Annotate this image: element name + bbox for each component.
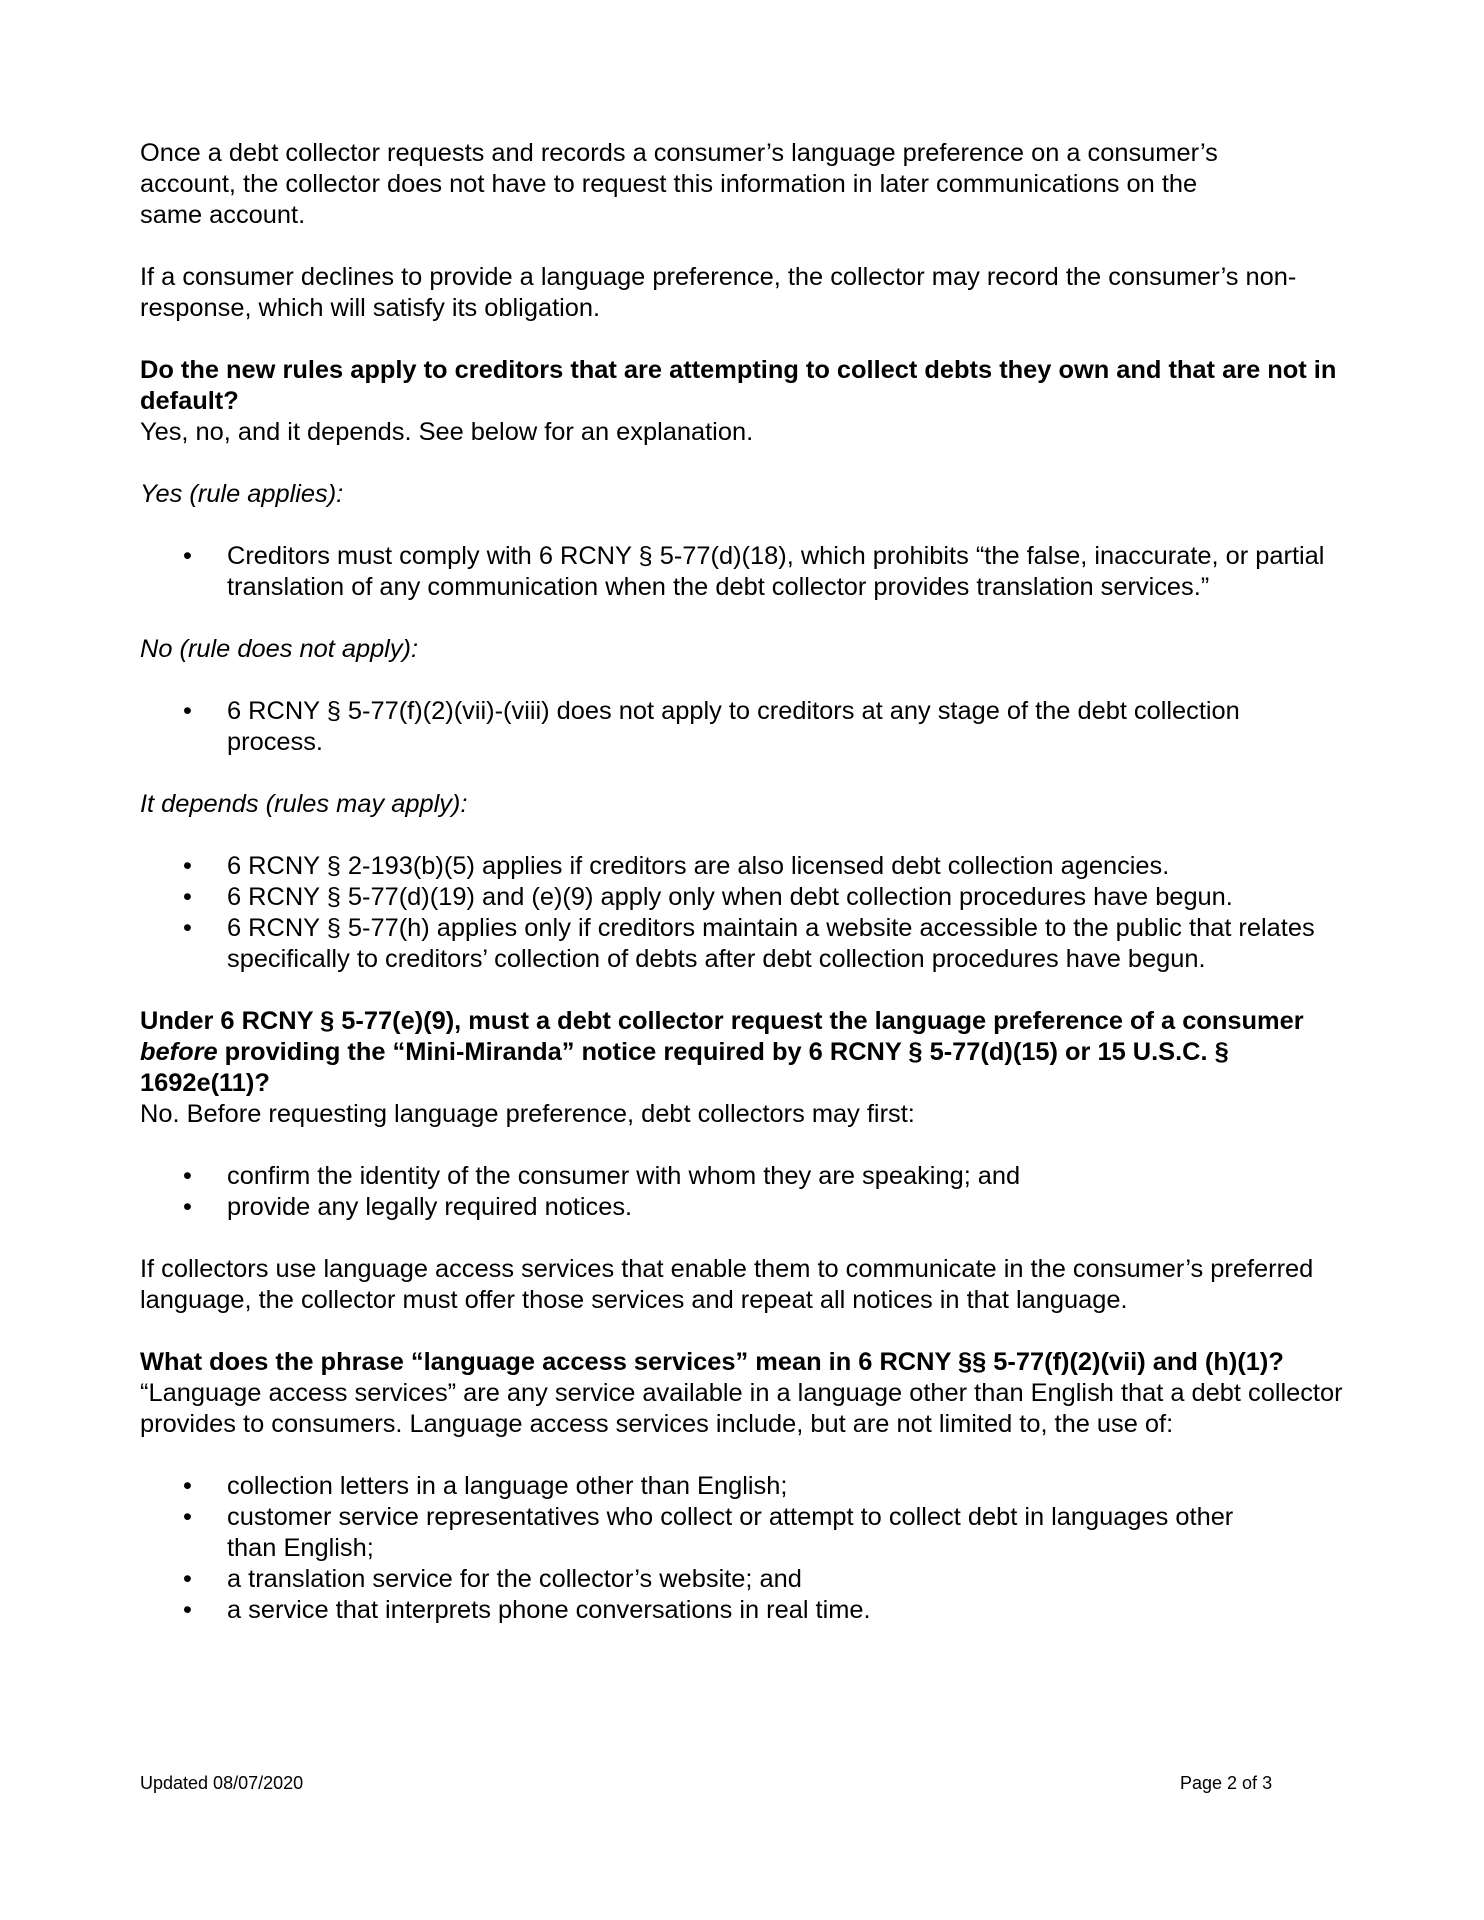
list-item: • 6 RCNY § 5-77(f)(2)(vii)-(viii) does not apply to creditors at any stage of the debt collection process.: [140, 696, 1260, 758]
question-emphasis: before: [140, 1038, 218, 1066]
faq-creditors: [140, 355, 1370, 975]
list-item: • Creditors must comply with 6 RCNY § 5-77(d)(18), which prohibits “the false, inaccurate, or partial translation of any communication when the debt collector provides translation services.”: [140, 541, 1340, 603]
list-language-access-services: [140, 1471, 1280, 1626]
list-item: • provide any legally required notices.: [140, 1192, 1370, 1223]
list-item: • confirm the identity of the consumer with whom they are speaking; and: [140, 1161, 1370, 1192]
list-yes: [140, 541, 1340, 603]
faq-language-access-services: [140, 1347, 1370, 1626]
label-yes-rule-applies: Yes (rule applies):: [140, 480, 344, 508]
answer-language-access-services: “Language access services” are any service available in a language other than English that a debt collector provides to consumers. Language access services include, but are not limited to, the use of:: [140, 1379, 1343, 1438]
footer-page-number: Page 2 of 3: [1180, 1773, 1273, 1793]
list-item: • customer service representatives who collect or attempt to collect debt in languages other than English;: [140, 1502, 1280, 1564]
list-item: • a service that interprets phone conversations in real time.: [140, 1595, 1280, 1626]
paragraph-consumer-declines: If a consumer declines to provide a language preference, the collector may record the consumer’s non-response, which will satisfy its obligation.: [140, 263, 1297, 322]
list-item: • collection letters in a language other than English;: [140, 1471, 1280, 1502]
label-no-rule-does-not-apply: No (rule does not apply):: [140, 635, 419, 663]
list-item: • 6 RCNY § 2-193(b)(5) applies if creditors are also licensed debt collection agencies.: [140, 851, 1375, 882]
list-depends: [140, 851, 1375, 975]
question-creditors: Do the new rules apply to creditors that are attempting to collect debts they own and that are not in default?: [140, 356, 1337, 415]
list-item: • a translation service for the collector’s website; and: [140, 1564, 1280, 1595]
question-mini-miranda: [140, 1006, 1320, 1099]
label-it-depends: It depends (rules may apply):: [140, 790, 468, 818]
list-before-requesting: [140, 1161, 1370, 1223]
paragraph-language-access-notices: If collectors use language access services that enable them to communicate in the consumer’s preferred language, the collector must offer those services and repeat all notices in that language.: [140, 1255, 1314, 1314]
answer-creditors: Yes, no, and it depends. See below for an explanation.: [140, 418, 754, 446]
document-body: [140, 138, 1370, 1657]
faq-mini-miranda: [140, 1006, 1370, 1316]
question-text-part1: Under 6 RCNY § 5-77(e)(9), must a debt collector request the language preference of a consumer: [140, 1007, 1304, 1035]
question-text-part2: providing the “Mini-Miranda” notice required by 6 RCNY § 5-77(d)(15) or 15 U.S.C. § 1692e(11)?: [140, 1038, 1229, 1097]
answer-mini-miranda: No. Before requesting language preference, debt collectors may first:: [140, 1100, 915, 1128]
question-language-access-services: What does the phrase “language access services” mean in 6 RCNY §§ 5-77(f)(2)(vii) and (h)(1)?: [140, 1348, 1284, 1376]
list-no: [140, 696, 1260, 758]
footer-updated-date: Updated 08/07/2020: [140, 1773, 304, 1793]
list-item: • 6 RCNY § 5-77(h) applies only if creditors maintain a website accessible to the public that relates specifically to creditors’ collection of debts after debt collection procedures have begun.: [140, 913, 1375, 975]
paragraph-language-preference-recorded: Once a debt collector requests and records a consumer’s language preference on a consumer’s account, the collector does not have to request this information in later communications on the same account.: [140, 139, 1218, 229]
list-item: • 6 RCNY § 5-77(d)(19) and (e)(9) apply only when debt collection procedures have begun.: [140, 882, 1375, 913]
